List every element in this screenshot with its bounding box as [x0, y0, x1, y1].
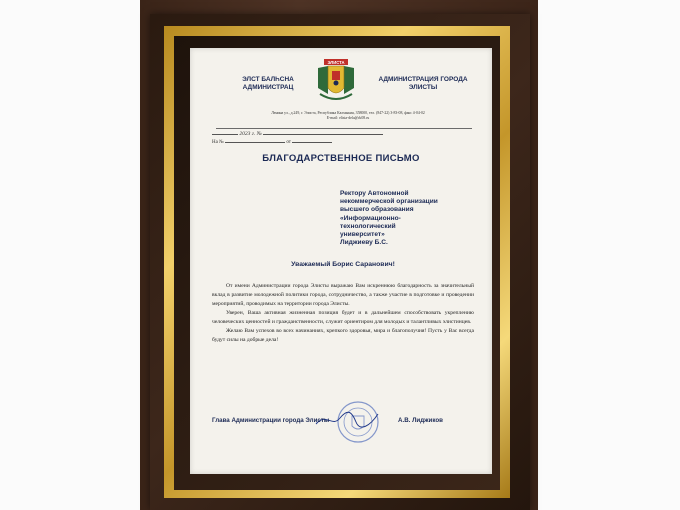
email-line: E-mail: elista-dela@rk08.ru	[326, 116, 370, 121]
recipient-line: Лиджиеву Б.С.	[340, 239, 388, 247]
header-left-org: ЭЛСТ БАЛҺСНА АДМИНИСТРАЦ	[242, 76, 294, 92]
ref-date-field	[292, 142, 332, 143]
registration-ref-line	[212, 140, 482, 145]
body-paragraph: Желаю Вам успехов во всех начинаниях, крепкого здоровья, мира и благополучия! Пусть у Вас всегда будут силы на добрые дела!	[212, 327, 474, 343]
date-field	[212, 134, 238, 135]
recipient-line: высшего образования	[340, 206, 414, 214]
recipient-line: некоммерческой организации	[340, 198, 438, 206]
number-field	[263, 134, 383, 135]
recipient-line: университет»	[340, 231, 385, 239]
signature-name: А.В. Лиджиков	[398, 417, 443, 424]
letter-paper	[190, 48, 492, 474]
date-label: 2023 г. №	[239, 131, 262, 137]
registration-date-line	[212, 132, 482, 138]
recipient-line: «Информационно-	[340, 214, 401, 222]
on-label: На №	[212, 140, 224, 145]
address-block	[238, 111, 458, 121]
header-divider	[216, 128, 472, 129]
address-line: Ленина ул., д.249, г. Элиста, Республика Калмыкия, 358000, тел. (847-22) 3-83-08, факс 4-04-02	[271, 111, 425, 115]
emblem-text: ЭЛИСТА	[327, 60, 345, 65]
body-paragraph: От имени Администрации города Элисты выражаю Вам искреннюю благодарность за значительный вклад в развитие молодежной политики города, сотрудничество, а также участие в подготовке и проведении мероприятий, проводимых на территории города Элисты.	[212, 283, 474, 307]
body-paragraph: Уверен, Ваша активная жизненная позиция будет и в дальнейшем способствовать укреплению человеческих ценностей и гражданственности, служит ориентиром для молодых и талантливых элистинцев.	[212, 309, 474, 325]
recipient-block	[340, 190, 478, 248]
signature-title: Глава Администрации города Элисты	[212, 417, 330, 424]
header-right-org: АДМИНИСТРАЦИЯ ГОРОДА ЭЛИСТЫ	[378, 76, 468, 92]
greeting: Уважаемый Борис Саранович!	[291, 261, 395, 268]
recipient-line: технологический	[340, 222, 396, 230]
from-label: от	[286, 140, 291, 145]
letter-title: БЛАГОДАРСТВЕННОЕ ПИСЬМО	[262, 153, 420, 164]
letter-body	[212, 282, 474, 345]
city-emblem-icon	[314, 58, 358, 104]
ref-number-field	[225, 142, 285, 143]
recipient-line: Ректору Автономной	[340, 190, 409, 197]
